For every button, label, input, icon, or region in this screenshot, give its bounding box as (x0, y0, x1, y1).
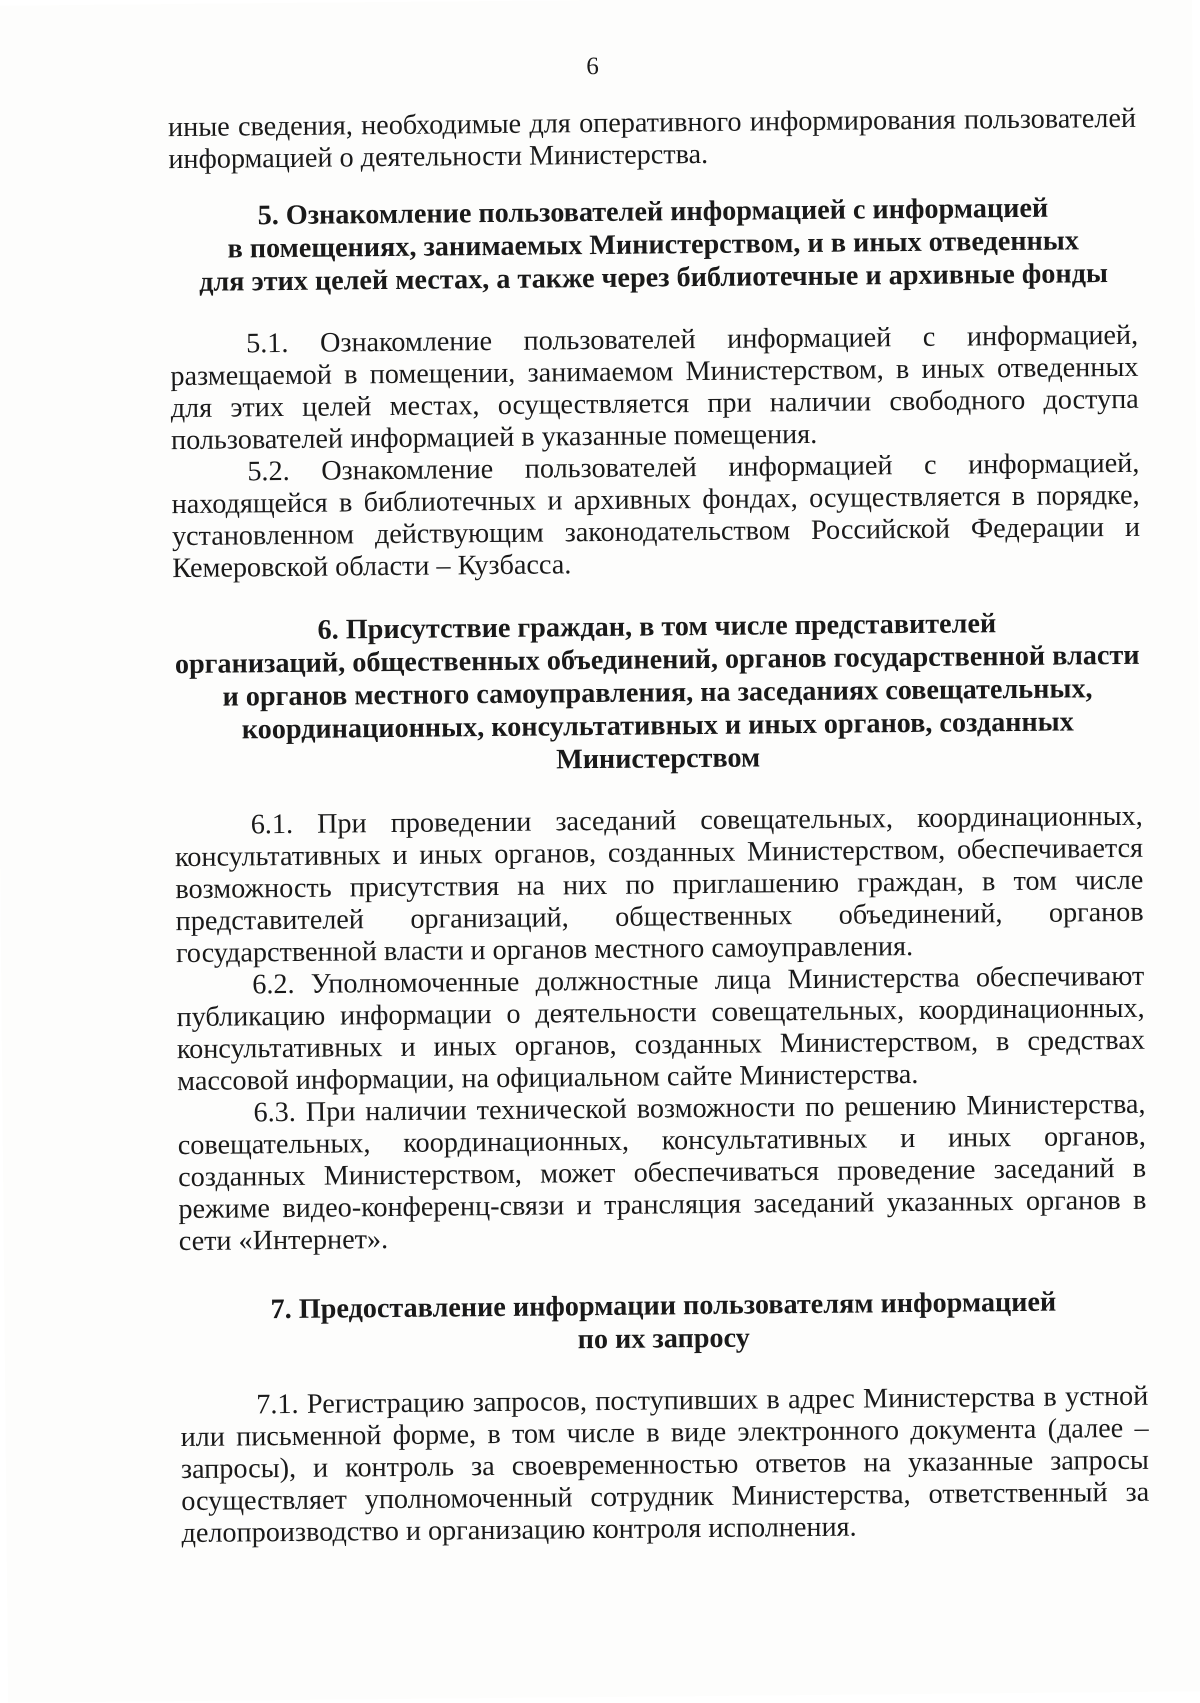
section-7-heading-line: по их запросу (577, 1322, 750, 1356)
section-6-heading (173, 606, 1143, 780)
section-5-heading-line: 5. Ознакомление пользователей информацией с информацией (257, 192, 1049, 232)
document-body (168, 103, 1150, 1550)
section-6-heading-line: организаций, общественных объединений, органов государственной власти (174, 639, 1140, 681)
page-number: 6 (586, 52, 599, 81)
section-7-heading-line: 7. Предоставление информации пользователям информацией (270, 1286, 1057, 1326)
section-7-heading (179, 1285, 1148, 1360)
section-5-heading (169, 191, 1138, 299)
paragraph-6-1: 6.1. При проведении заседаний совещательных, координационных, консультативных и иных органов, созданных Министерством, обеспечивается возможность присутствия на них по приглашению граждан, в том числе представителей организаций, общественных объединений, органов государственной власти и органов местного самоуправления. (174, 800, 1144, 970)
section-5-heading-line: в помещениях, занимаемых Министерством, и в иных отведенных (227, 225, 1080, 265)
paragraph-6-2: 6.2. Уполномоченные должностные лица Министерства обеспечивают публикацию информации о деятельности совещательных, координационных, консультативных и иных органов, созданных Министерством, в средствах массовой информации, на официальном сайте Министерства. (176, 960, 1146, 1098)
intro-paragraph: иные сведения, необходимые для оперативного информирования пользователей информацией о деятельности Министерства. (167, 102, 1137, 176)
section-6-heading-line: координационных, консультативных и иных органов, созданных (241, 706, 1074, 746)
paragraph-5-1: 5.1. Ознакомление пользователей информацией с информацией, размещаемой в помещении, занимаемом Министерством, в иных отведенных для этих целей местах, осуществляется при наличии свободного доступа пользователей информацией в указанные помещения. (170, 319, 1139, 457)
section-6-heading-line: Министерством (555, 742, 761, 776)
section-6-heading-line: 6. Присутствие граждан, в том числе представителей (317, 608, 997, 646)
section-6-heading-line: и органов местного самоуправления, на заседаниях совещательных, (222, 673, 1093, 713)
paragraph-7-1: 7.1. Регистрацию запросов, поступивших в адрес Министерства в устной или письменной форме, в том числе в виде электронного документа (далее – запросы), и контроль за своевременностью ответов на указанные запросы осуществляет уполномоченный сотрудник Министерства, ответственный за делопроизводство и организацию контроля исполнения. (180, 1380, 1150, 1550)
paragraph-6-3: 6.3. При наличии технической возможности по решению Министерства, совещательных, координационных, консультативных и иных органов, созданных Министерством, может обеспечиваться проведение заседаний в режиме видео-конференц-связи и трансляция заседаний указанных органов в сети «Интернет». (177, 1088, 1147, 1258)
paragraph-5-2: 5.2. Ознакомление пользователей информацией с информацией, находящейся в библиотечных и архивных фондах, осуществляется в порядке, установленном действующим законодательством Российской Федерации и Кемеровской области – Кузбасса. (171, 447, 1141, 585)
section-5-heading-line: для этих целей местах, а также через библиотечные и архивные фонды (198, 258, 1109, 298)
